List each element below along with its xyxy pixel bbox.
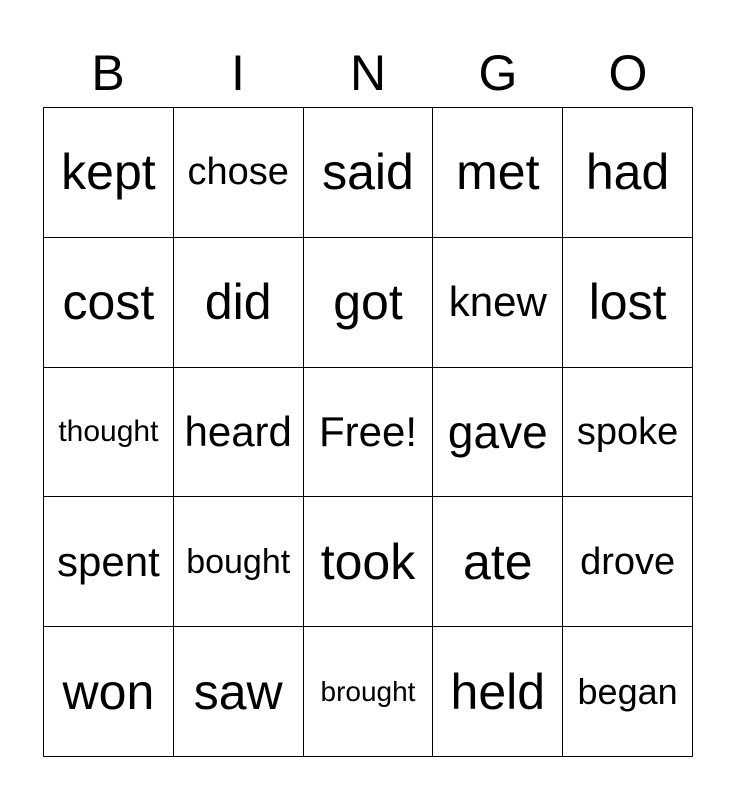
bingo-cell[interactable]: did xyxy=(174,238,304,368)
header-letter-i: I xyxy=(231,45,245,101)
bingo-cell[interactable]: brought xyxy=(304,627,434,757)
bingo-board xyxy=(43,107,693,757)
bingo-cell[interactable]: drove xyxy=(563,497,693,627)
bingo-cell[interactable]: got xyxy=(304,238,434,368)
bingo-cell[interactable]: chose xyxy=(174,108,304,238)
bingo-cell[interactable]: gave xyxy=(433,368,563,498)
bingo-cell[interactable]: won xyxy=(44,627,174,757)
bingo-cell[interactable]: heard xyxy=(174,368,304,498)
bingo-cell[interactable]: said xyxy=(304,108,434,238)
bingo-cell[interactable]: met xyxy=(433,108,563,238)
bingo-cell[interactable]: took xyxy=(304,497,434,627)
bingo-cell[interactable]: spoke xyxy=(563,368,693,498)
header-letter-o: O xyxy=(608,45,648,101)
header-letter-b: B xyxy=(91,45,125,101)
bingo-cell[interactable]: kept xyxy=(44,108,174,238)
bingo-cell[interactable]: held xyxy=(433,627,563,757)
bingo-cell[interactable]: knew xyxy=(433,238,563,368)
bingo-header xyxy=(43,40,693,106)
bingo-cell[interactable]: had xyxy=(563,108,693,238)
bingo-cell[interactable]: saw xyxy=(174,627,304,757)
bingo-cell[interactable]: began xyxy=(563,627,693,757)
bingo-cell[interactable]: lost xyxy=(563,238,693,368)
header-letter-g: G xyxy=(478,45,518,101)
free-space-cell[interactable]: Free! xyxy=(304,368,434,498)
bingo-cell[interactable]: ate xyxy=(433,497,563,627)
bingo-cell[interactable]: cost xyxy=(44,238,174,368)
header-letter-n: N xyxy=(349,45,387,101)
bingo-cell[interactable]: thought xyxy=(44,368,174,498)
bingo-cell[interactable]: spent xyxy=(44,497,174,627)
bingo-cell[interactable]: bought xyxy=(174,497,304,627)
